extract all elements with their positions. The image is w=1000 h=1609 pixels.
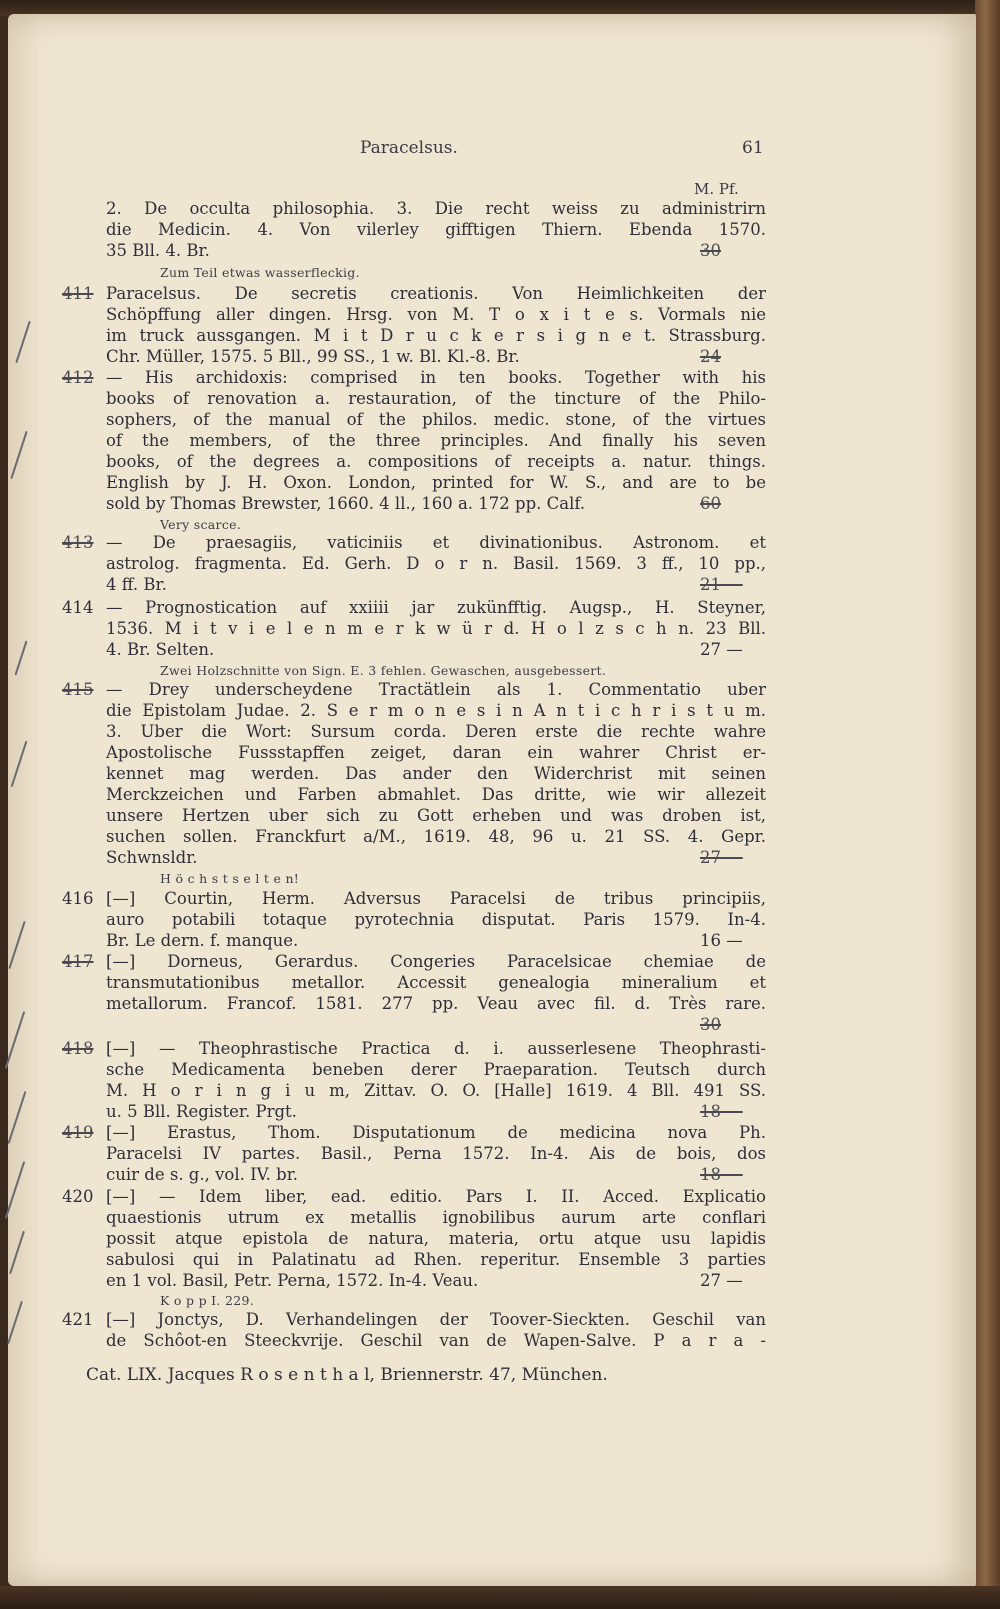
entry-line: sabulosi qui in Palatinatu ad Rhen. reperitur. Ensemble 3 parties [106, 1250, 766, 1269]
entry-line: M. H o r i n g i u m, Zittav. O. O. [Halle] 1619. 4 Bll. 491 SS. [106, 1081, 766, 1100]
entry-price: 18 — [700, 1165, 743, 1184]
entry-number: 419 [62, 1123, 94, 1142]
entry-note: Zwei Holzschnitte von Sign. E. 3 fehlen. Gewaschen, ausgebessert. [160, 663, 607, 678]
entry-number: 418 [62, 1039, 94, 1058]
entry-number: 414 [62, 598, 94, 617]
entry-line: die Epistolam Judae. 2. S e r m o n e s i n A n t i c h r i s t u m. [106, 701, 766, 720]
entry-line: English by J. H. Oxon. London, printed for W. S., and are to be [106, 473, 766, 492]
entry-price: 30 [700, 1015, 721, 1034]
entry-line: Schöpffung aller dingen. Hrsg. von M. T o x i t e s. Vormals nie [106, 305, 766, 324]
entry-line: [—] — Idem liber, ead. editio. Pars I. II. Acced. Explicatio [106, 1187, 766, 1206]
entry-price: 27 — [700, 848, 743, 867]
entry-line: astrolog. fragmenta. Ed. Gerh. D o r n. Basil. 1569. 3 ff., 10 pp., [106, 554, 766, 573]
entry-note: H ö c h s t s e l t e n! [160, 871, 300, 886]
entry-number: 420 [62, 1187, 94, 1206]
entry-price: 60 [700, 494, 721, 513]
entry-line: en 1 vol. Basil, Petr. Perna, 1572. In-4. Veau. [106, 1271, 479, 1290]
entry-line: metallorum. Francof. 1581. 277 pp. Veau avec fil. d. Très rare. [106, 994, 766, 1013]
entry-price: 21 — [700, 575, 743, 594]
entry-price: 27 — [700, 640, 743, 659]
entry-line: u. 5 Bll. Register. Prgt. [106, 1102, 297, 1121]
entry-line: [—] — Theophrastische Practica d. i. ausserlesene Theophrasti- [106, 1039, 766, 1058]
currency-column-header: M. Pf. [694, 180, 739, 198]
entry-line: Merckzeichen und Farben abmahlet. Das dritte, wie wir allezeit [106, 785, 766, 804]
entry-line: [—] Dorneus, Gerardus. Congeries Paracelsicae chemiae de [106, 952, 766, 971]
entry-number: 416 [62, 889, 94, 908]
entry-line: die Medicin. 4. Von vilerley gifftigen Thiern. Ebenda 1570. [106, 220, 766, 239]
entry-line: — His archidoxis: comprised in ten books. Together with his [106, 368, 766, 387]
entry-price: 16 — [700, 931, 743, 950]
book-spine [975, 0, 1000, 1609]
page-number: 61 [742, 138, 764, 158]
entry-number: 413 [62, 533, 94, 552]
entry-price: 27 — [700, 1271, 743, 1290]
entry-line: 4 ff. Br. [106, 575, 167, 594]
entry-line: 35 Bll. 4. Br. [106, 241, 210, 260]
entry-note: K o p p I. 229. [160, 1293, 254, 1308]
entry-number: 417 [62, 952, 94, 971]
entry-line: 3. Uber die Wort: Sursum corda. Deren erste die rechte wahre [106, 722, 766, 741]
running-head: Paracelsus. [360, 138, 458, 158]
entry-line: auro potabili totaque pyrotechnia disputat. Paris 1579. In-4. [106, 910, 766, 929]
entry-line: 4. Br. Selten. [106, 640, 215, 659]
entry-line: Chr. Müller, 1575. 5 Bll., 99 SS., 1 w. Bl. Kl.-8. Br. [106, 347, 520, 366]
entry-line: transmutationibus metallor. Accessit genealogia mineralium et [106, 973, 766, 992]
entry-note: Very scarce. [160, 517, 242, 532]
entry-line: 2. De occulta philosophia. 3. Die recht weiss zu administrirn [106, 199, 766, 218]
entry-line: quaestionis utrum ex metallis ignobilibus aurum arte conflari [106, 1208, 766, 1227]
entry-number: 415 [62, 680, 94, 699]
entry-line: kennet mag werden. Das ander den Widerchrist mit seinen [106, 764, 766, 783]
entry-line: possit atque epistola de natura, materia, ortu atque usu lapidis [106, 1229, 766, 1248]
entry-line: sold by Thomas Brewster, 1660. 4 ll., 160 a. 172 pp. Calf. [106, 494, 586, 513]
book-bottom-edge [0, 1586, 1000, 1609]
entry-line: unsere Hertzen uber sich zu Gott erheben und was droben ist, [106, 806, 766, 825]
entry-number: 412 [62, 368, 94, 387]
entry-price: 24 [700, 347, 721, 366]
entry-line: 1536. M i t v i e l e n m e r k w ü r d. H o l z s c h n. 23 Bll. [106, 619, 766, 638]
entry-line: de Schôot-en Steeckvrije. Geschil van de Wapen-Salve. P a r a - [106, 1331, 766, 1350]
entry-price: 18 — [700, 1102, 743, 1121]
entry-number: 421 [62, 1310, 94, 1329]
entry-line: — Drey underscheydene Tractätlein als 1. Commentatio uber [106, 680, 766, 699]
entry-line: im truck aussgangen. M i t D r u c k e r s i g n e t. Strassburg. [106, 326, 766, 345]
entry-line: Paracelsi IV partes. Basil., Perna 1572. In-4. Ais de bois, dos [106, 1144, 766, 1163]
entry-line: — De praesagiis, vaticiniis et divinationibus. Astronom. et [106, 533, 766, 552]
entry-line: books of renovation a. restauration, of the tincture of the Philo- [106, 389, 766, 408]
entry-line: — Prognostication auf xxiiii jar zukünfftig. Augsp., H. Steyner, [106, 598, 766, 617]
entry-note: Zum Teil etwas wasserfleckig. [160, 265, 360, 280]
entry-line: [—] Jonctys, D. Verhandelingen der Toover-Sieckten. Geschil van [106, 1310, 766, 1329]
entry-price: 30 [700, 241, 721, 260]
entry-line: sche Medicamenta beneben derer Praeparation. Teutsch durch [106, 1060, 766, 1079]
entry-line: [—] Courtin, Herm. Adversus Paracelsi de tribus principiis, [106, 889, 766, 908]
entry-line: Schwnsldr. [106, 848, 198, 867]
entry-line: [—] Erastus, Thom. Disputationum de medicina nova Ph. [106, 1123, 766, 1142]
entry-line: Apostolische Fussstapffen zeiget, daran ein wahrer Christ er- [106, 743, 766, 762]
entry-line: sophers, of the manual of the philos. medic. stone, of the virtues [106, 410, 766, 429]
entry-line: suchen sollen. Franckfurt a/M., 1619. 48, 96 u. 21 SS. 4. Gepr. [106, 827, 766, 846]
entry-line: books, of the degrees a. compositions of receipts a. natur. things. [106, 452, 766, 471]
entry-line: Br. Le dern. f. manque. [106, 931, 299, 950]
entry-number: 411 [62, 284, 94, 303]
entry-line: cuir de s. g., vol. IV. br. [106, 1165, 299, 1184]
entry-line: Paracelsus. De secretis creationis. Von Heimlichkeiten der [106, 284, 766, 303]
entry-line: of the members, of the three principles. And finally his seven [106, 431, 766, 450]
catalog-footer: Cat. LIX. Jacques R o s e n t h a l, Briennerstr. 47, München. [86, 1365, 608, 1385]
